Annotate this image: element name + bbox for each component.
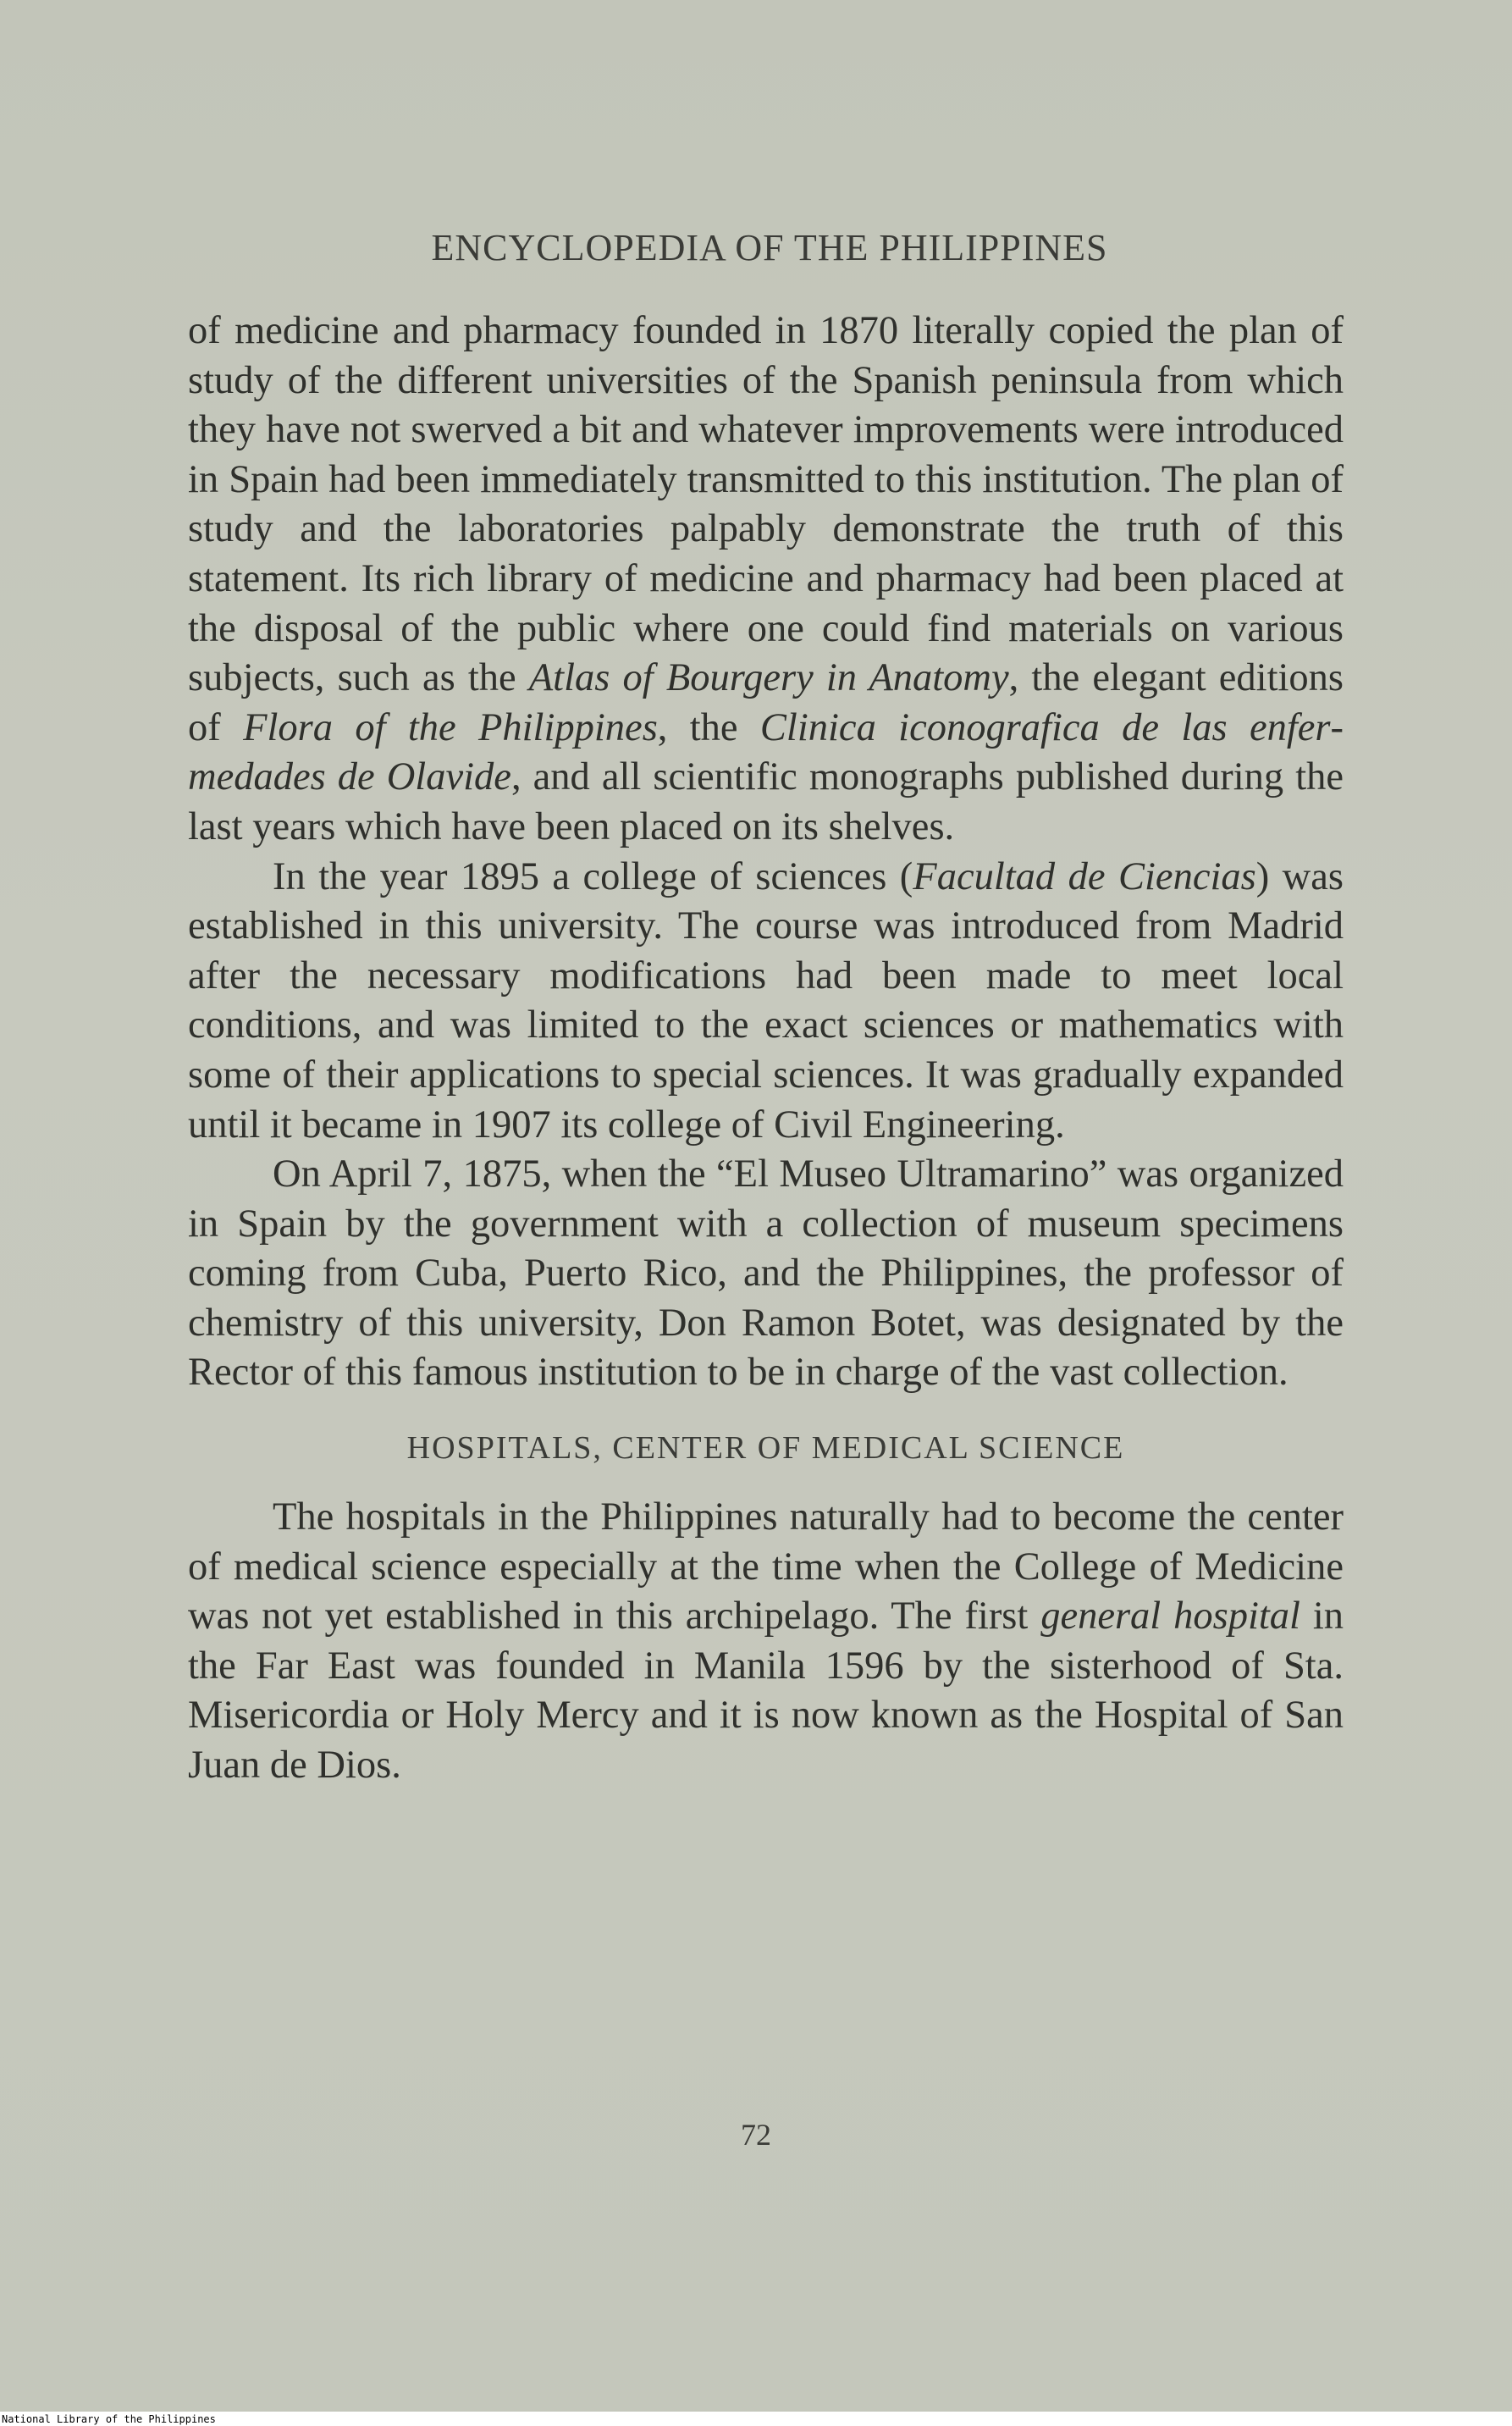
text-run: in the Far East was founded in Manila 1596 by the sisterhood of Sta. Misericordia or Holy Mercy and it is now known as the Hospital of San Juan de Dios. — [188, 1594, 1344, 1788]
emphasized-term: general hospital — [1040, 1594, 1300, 1639]
running-head: ENCYCLOPEDIA OF THE PHILIPPINES — [431, 227, 1108, 268]
body-text — [188, 307, 1344, 1791]
paragraph-museo-ultramarino — [188, 1150, 1344, 1398]
text-run: of medicine and pharmacy founded in 1870 literally copied the plan of study of the different universities of the Spanish peninsula from which they have not swerved a bit and whatever improvements were introduced in Spain had been immediately transmitted to this institution. The plan of study and the laboratories palpably demonstrate the truth of this statement. Its rich library of medicine and pharmacy had been placed at the disposal of the public where one could find materials on various subjects, such as the — [188, 309, 1344, 700]
text-run: , the elegant editions of — [188, 656, 1344, 749]
book-title: Atlas of Bourgery in Anatomy — [528, 656, 1009, 700]
book-title: Flora of the Philippines — [243, 705, 658, 749]
paragraph-college-of-sciences — [188, 853, 1344, 1151]
footer-bar — [0, 2412, 1512, 2426]
page-number: 72 — [741, 2118, 771, 2152]
library-credit: National Library of the Philippines — [2, 2413, 216, 2425]
paragraph-hospitals — [188, 1493, 1344, 1791]
text-run: The hospitals in the Philippines naturally had to become the center of medical science especially at the time when the College of Medicine was not yet established in this archipelago. The first — [188, 1495, 1344, 1639]
book-title: Clinica iconografica de las enfermedades de Olavide — [188, 705, 1344, 799]
paragraph-library — [188, 307, 1344, 853]
text-run: ) was established in this university. The course was introduced from Madrid after the necessary modifications had been made to meet local conditions, and was limited to the exact sciences or mathematics with some of their applications to special sciences. It was gradually expanded until it became in 1907 its college of Civil Engineering. — [188, 854, 1344, 1147]
text-run: In the year 1895 a college of sciences ( — [273, 854, 913, 898]
text-run: On April 7, 1875, when the “El Museo Ultramarino” was organized in Spain by the government with a collection of museum specimens coming from Cuba, Puerto Rico, and the Philippines, the professor of chemistry of this university, Don Ramon Botet, was designated by the Rector of this famous institution to be in charge of the vast collection. — [188, 1152, 1344, 1395]
text-run: , the — [657, 705, 760, 749]
section-heading: HOSPITALS, CENTER OF MEDICAL SCIENCE — [406, 1430, 1125, 1467]
text-run: , and all scientific monographs published during the last years which have been placed on its shelves. — [188, 755, 1344, 848]
foreign-term: Facultad de Ciencias — [913, 854, 1256, 898]
